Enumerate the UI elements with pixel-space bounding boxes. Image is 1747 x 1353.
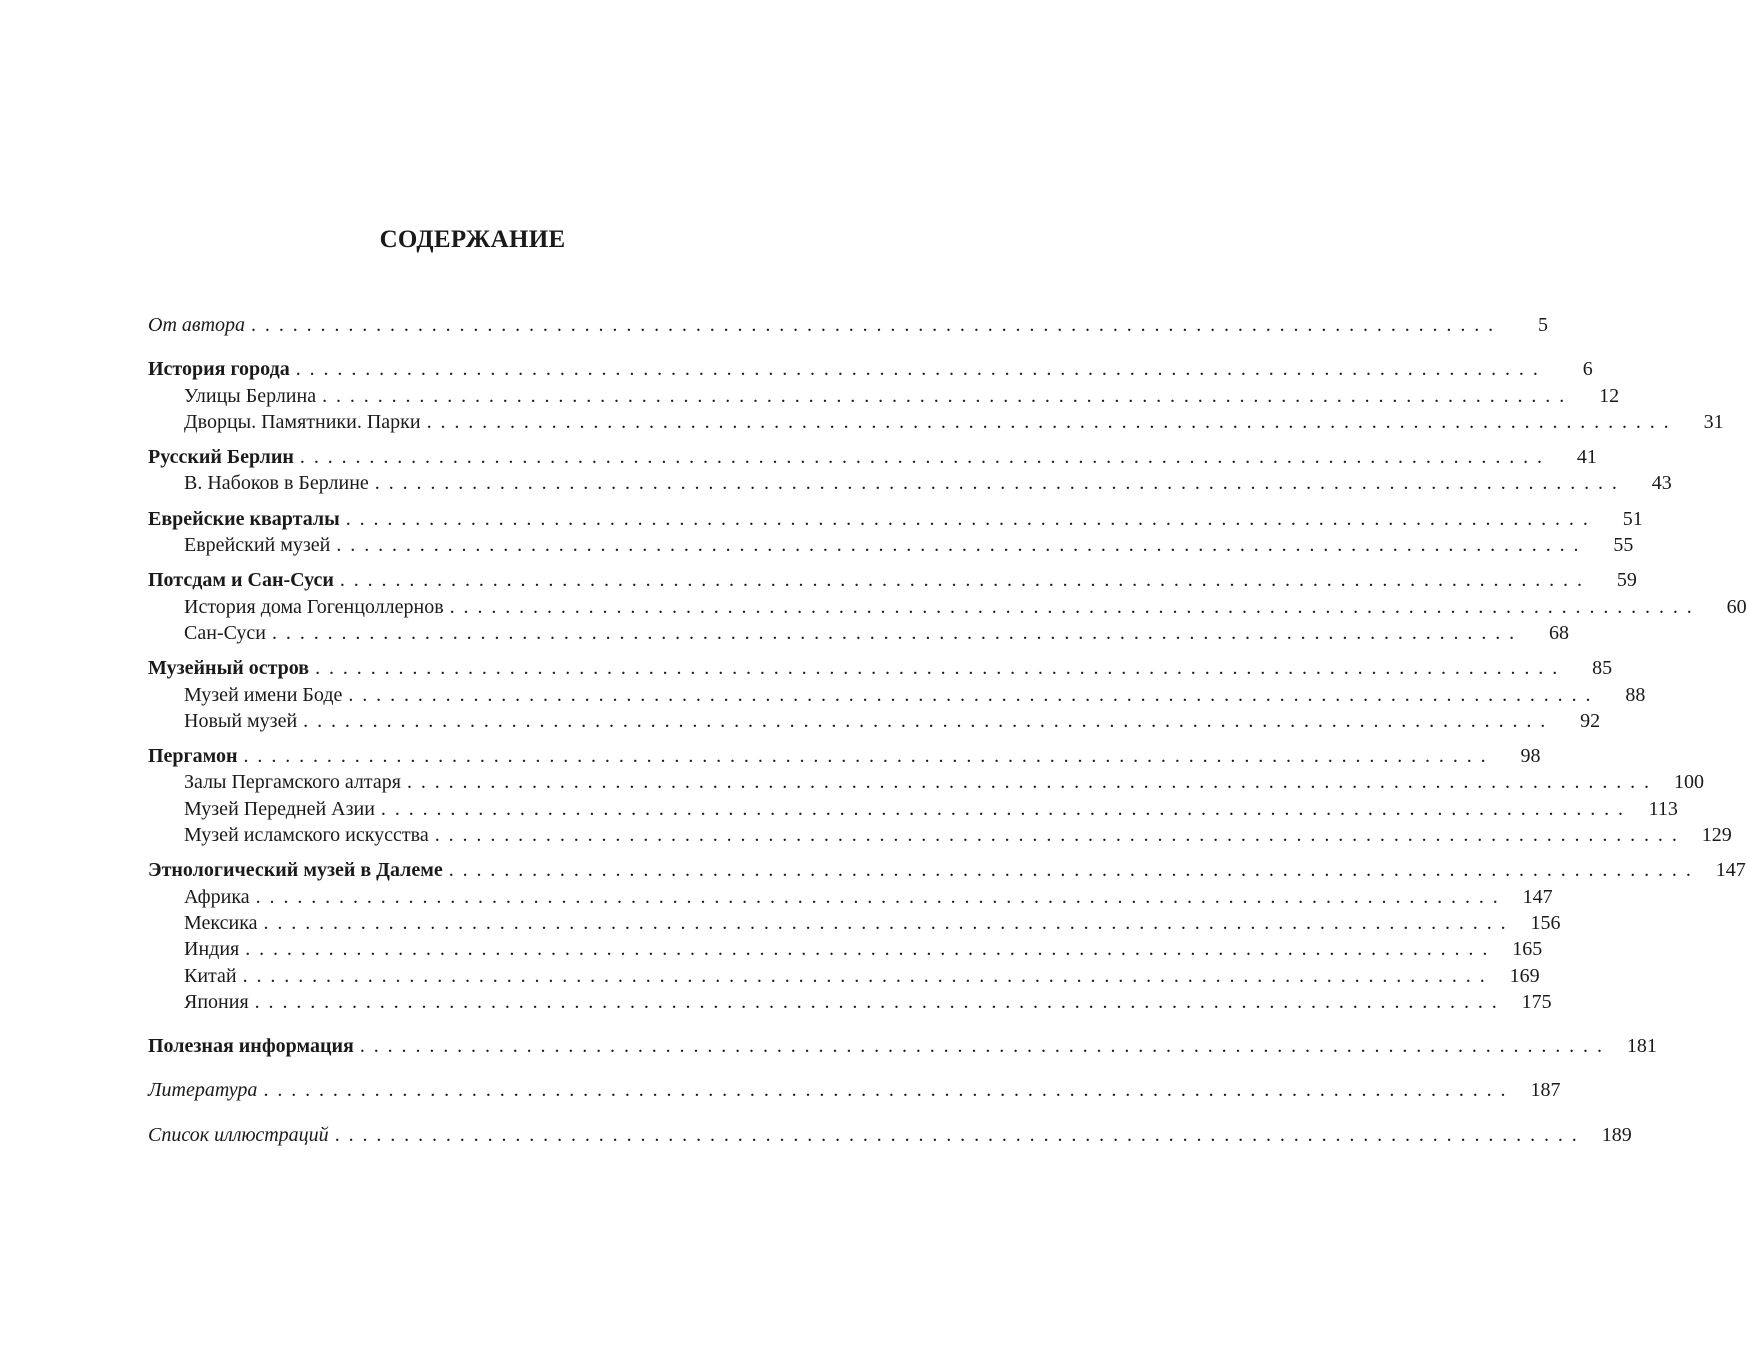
toc-entry-label: Литература — [148, 1079, 258, 1102]
toc-entry[interactable] — [148, 655, 1613, 681]
toc-group — [148, 857, 1746, 1015]
dot-leader: .......................................................................................... — [448, 859, 1700, 882]
dot-leader: .......................................................................................... — [345, 507, 1597, 530]
dot-leader: .......................................................................................... — [336, 534, 1588, 557]
toc-page-number: 187 — [1530, 1079, 1561, 1102]
toc-entry-label: От автора — [148, 314, 246, 336]
dot-leader: .......................................................................................... — [272, 621, 1524, 644]
toc-page-number: 51 — [1622, 507, 1643, 530]
dot-leader: .......................................................................................... — [322, 384, 1574, 407]
dot-leader: .......................................................................................... — [263, 911, 1515, 934]
toc-page-number: 189 — [1601, 1123, 1632, 1146]
toc-page-number: 60 — [1726, 595, 1747, 618]
toc-entry-label: Пергамон — [148, 745, 238, 768]
toc-page-number: 55 — [1613, 534, 1634, 557]
toc-entry[interactable] — [148, 356, 1593, 382]
toc-page-number: 147 — [1522, 885, 1553, 908]
dot-leader: .......................................................................................... — [374, 472, 1626, 495]
toc-entry[interactable] — [148, 989, 1552, 1015]
toc-entry-label: Музей исламского искусства — [184, 824, 429, 847]
toc-group — [148, 356, 1724, 435]
dot-leader: .......................................................................................... — [339, 569, 1591, 592]
toc-entry[interactable] — [148, 769, 1704, 795]
toc-entry[interactable] — [148, 822, 1732, 848]
dot-leader: .......................................................................................... — [245, 938, 1497, 961]
toc-entry-label: Китай — [184, 964, 237, 987]
toc-entry-label: Мексика — [184, 911, 258, 934]
toc-entry-label: Залы Пергамского алтаря — [184, 771, 401, 794]
toc-group — [148, 655, 1646, 734]
toc-entry[interactable] — [148, 470, 1672, 496]
dot-leader: .......................................................................................... — [295, 358, 1547, 381]
toc-page-number: 68 — [1549, 621, 1570, 644]
toc-page-number: 6 — [1582, 358, 1593, 381]
toc-group — [148, 506, 1643, 559]
toc-page-number: 181 — [1626, 1035, 1657, 1058]
toc-entry[interactable] — [148, 796, 1678, 822]
toc-page-number: 88 — [1625, 683, 1646, 706]
dot-leader: .......................................................................................... — [299, 446, 1551, 469]
toc-page-number: 169 — [1509, 964, 1540, 987]
toc-entry[interactable] — [148, 743, 1541, 769]
toc-page-number: 12 — [1599, 384, 1620, 407]
toc-page-number: 85 — [1592, 657, 1613, 680]
toc-entry[interactable] — [148, 409, 1724, 435]
toc-entry-label: Список иллюстраций — [148, 1123, 329, 1146]
dot-leader: .......................................................................................... — [303, 709, 1555, 732]
toc-entry[interactable] — [148, 1122, 1632, 1148]
toc-page-number: 43 — [1651, 472, 1672, 495]
dot-leader: .......................................................................................... — [243, 745, 1495, 768]
toc-page-number: 147 — [1715, 859, 1746, 882]
toc-entry[interactable] — [148, 567, 1637, 593]
dot-leader: .......................................................................................... — [380, 797, 1632, 820]
toc-entry[interactable] — [148, 910, 1561, 936]
dot-leader: .......................................................................................... — [255, 885, 1507, 908]
toc-entry-label: В. Набоков в Берлине — [184, 472, 369, 495]
toc-entry[interactable] — [148, 506, 1643, 532]
toc-page-number: 59 — [1616, 569, 1637, 592]
toc-entry[interactable] — [148, 1077, 1561, 1103]
dot-leader: .......................................................................................... — [251, 314, 1503, 336]
toc-entry-label: Еврейские кварталы — [148, 507, 340, 530]
page-title: СОДЕРЖАНИЕ — [379, 226, 566, 253]
toc-group — [148, 444, 1672, 497]
dot-leader: .......................................................................................... — [263, 1079, 1515, 1102]
toc-page-number: 129 — [1701, 824, 1732, 847]
toc-page-number: 5 — [1538, 314, 1549, 336]
toc-entry-label: Дворцы. Памятники. Парки — [184, 410, 421, 433]
toc-entry[interactable] — [148, 884, 1553, 910]
toc-group — [148, 743, 1732, 848]
toc-page-number: 92 — [1580, 709, 1601, 732]
dot-leader: .......................................................................................... — [254, 990, 1506, 1013]
toc-entry-label: Новый музей — [184, 709, 298, 732]
toc-entry[interactable] — [148, 708, 1601, 734]
toc-entry-label: Потсдам и Сан-Суси — [148, 569, 334, 592]
dot-leader: .......................................................................................... — [406, 771, 1658, 794]
toc-page-number: 175 — [1521, 990, 1552, 1013]
toc-entry-label: Этнологический музей в Далеме — [148, 859, 443, 882]
toc-group — [148, 567, 1747, 646]
toc-entry-label: Музей Передней Азии — [184, 797, 375, 820]
toc-entry-label: Музейный остров — [148, 657, 310, 680]
toc-entry-label: Сан-Суси — [184, 621, 267, 644]
dot-leader: .......................................................................................... — [348, 683, 1600, 706]
toc-entry[interactable] — [148, 444, 1597, 470]
toc-entry[interactable] — [148, 312, 1549, 338]
toc-group — [148, 312, 1549, 338]
toc-group — [148, 1033, 1657, 1059]
dot-leader: .......................................................................................... — [434, 824, 1686, 847]
toc-entry-label: Русский Берлин — [148, 446, 294, 469]
toc-entry-label: Полезная информация — [148, 1035, 354, 1058]
toc-page-number: 41 — [1576, 446, 1597, 469]
toc-entry-label: История города — [148, 358, 290, 381]
toc-entry[interactable] — [148, 532, 1634, 558]
toc-group — [148, 1122, 1632, 1148]
toc-page-number: 31 — [1703, 410, 1724, 433]
dot-leader: .......................................................................................... — [334, 1123, 1586, 1146]
toc-entry[interactable] — [148, 857, 1746, 883]
dot-leader: .......................................................................................... — [242, 964, 1494, 987]
toc-entry-label: Улицы Берлина — [184, 384, 317, 407]
toc-entry[interactable] — [148, 383, 1620, 409]
toc-group — [148, 1077, 1561, 1103]
toc-entry[interactable] — [148, 620, 1570, 646]
toc-entry-label: Еврейский музей — [184, 534, 331, 557]
toc-entry[interactable] — [148, 682, 1646, 708]
toc-entry-label: Япония — [184, 990, 249, 1013]
toc-entry[interactable] — [148, 1033, 1657, 1059]
toc-page-number: 100 — [1673, 771, 1704, 794]
toc-page-number: 98 — [1520, 745, 1541, 768]
toc-entry[interactable] — [148, 963, 1540, 989]
table-of-contents — [148, 312, 1747, 1157]
toc-entry-label: Африка — [184, 885, 250, 908]
toc-entry-label: Музей имени Боде — [184, 683, 343, 706]
toc-entry-label: Индия — [184, 938, 240, 961]
toc-entry[interactable] — [148, 936, 1543, 962]
toc-entry[interactable] — [148, 594, 1747, 620]
dot-leader: .......................................................................................... — [359, 1035, 1611, 1058]
dot-leader: .......................................................................................... — [449, 595, 1701, 618]
dot-leader: .......................................................................................... — [315, 657, 1567, 680]
toc-entry-label: История дома Гогенцоллернов — [184, 595, 444, 618]
toc-page-number: 156 — [1530, 911, 1561, 934]
toc-page-number: 165 — [1512, 938, 1543, 961]
toc-page-number: 113 — [1648, 797, 1678, 820]
dot-leader: .......................................................................................... — [426, 410, 1678, 433]
